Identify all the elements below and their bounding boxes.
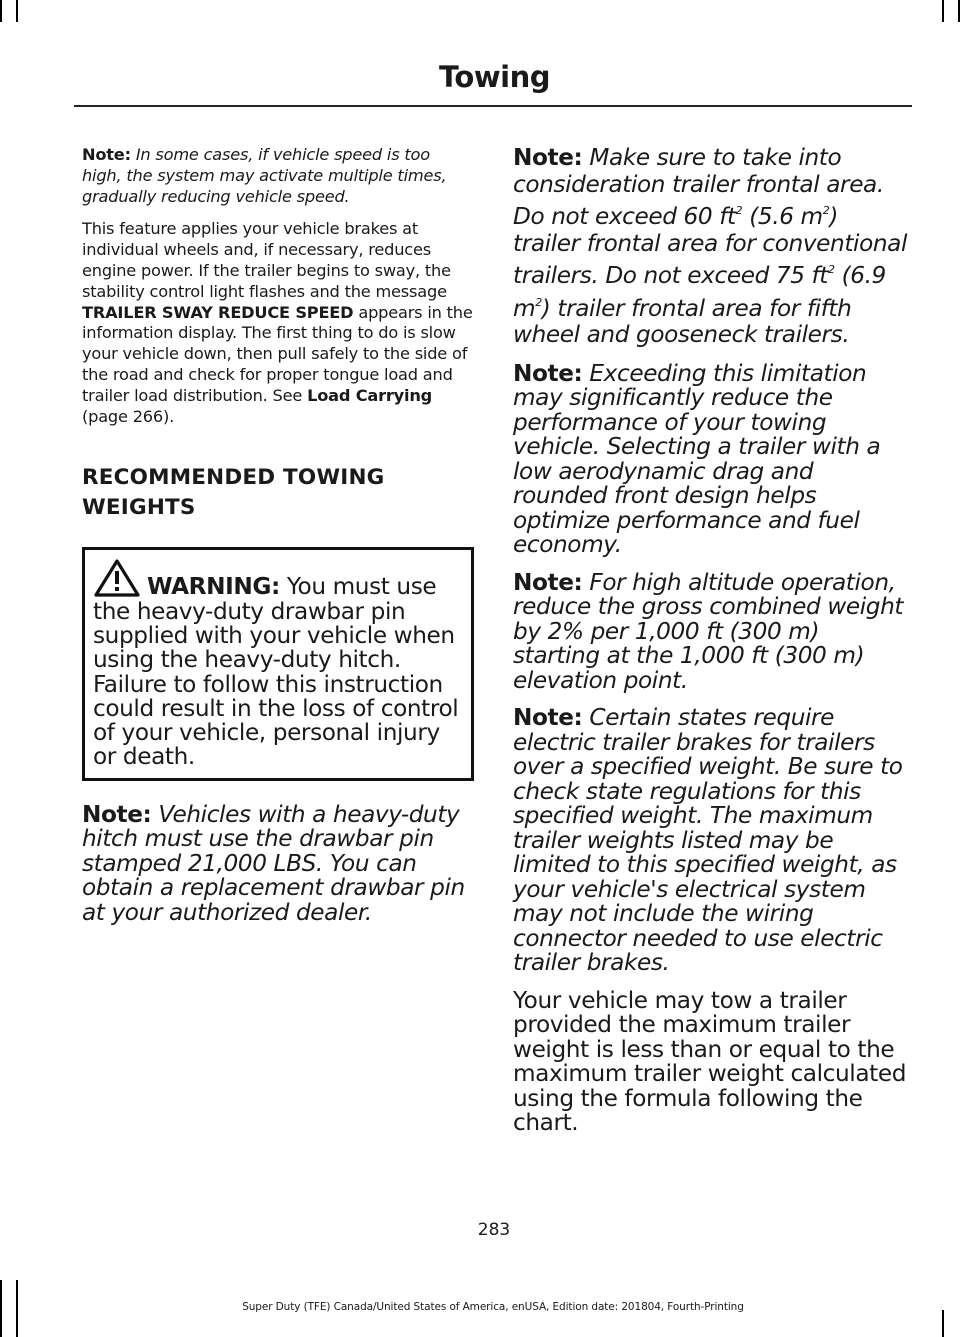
note-frontal-area: Note: Make sure to take into consideration trailer frontal area. Do not exceed 60 $ft^2$ (5.6 $m^2$) trailer frontal area for conventional trailers. Do not exceed 75 $ft^2$ (6.9 $m^2$) trailer frontal area for fifth wheel and gooseneck trailers. <box>513 144 908 348</box>
crop-mark <box>942 0 944 22</box>
warning-triangle-icon <box>93 558 141 598</box>
crop-mark <box>0 0 2 22</box>
note-high-altitude: Note: For high altitude operation, reduce the gross combined weight by 2% per 1,000 ft (300 m) starting at the 1,000 ft (300 m) elevation point. <box>513 568 904 694</box>
note-sway-activation: Note: In some cases, if vehicle speed is too high, the system may activate multiple times, gradually reducing vehicle speed. <box>82 145 447 206</box>
section-heading: RECOMMENDED TOWING WEIGHTS <box>82 465 385 521</box>
display-message: TRAILER SWAY REDUCE SPEED <box>82 302 354 322</box>
paragraph-trailer-sway: This feature applies your vehicle brakes at individual wheels and, if necessary, reduces engine power. If the trailer begins to sway, the stability control light flashes and the message TRAILER SWAY REDUCE SPEED appears in the information display. The first thing to do is slow your vehicle down, then pull safely to the side of the road and check for proper tongue load and trailer load distribution. See Load Carrying (page 266). <box>82 219 473 426</box>
right-column <box>513 145 911 1136</box>
left-column <box>82 145 474 925</box>
warning-text: You must use the heavy-duty drawbar pin supplied with your vehicle when using the heavy-duty hitch. Failure to follow this instruction could result in the loss of control of your vehicle, personal injury or death. <box>93 573 459 771</box>
load-carrying-link[interactable]: Load Carrying <box>307 385 433 405</box>
header-divider <box>74 105 912 107</box>
crop-mark <box>942 1310 944 1337</box>
warning-label: WARNING: <box>147 573 280 601</box>
page-number: 283 <box>477 1220 511 1240</box>
crop-mark <box>16 0 18 22</box>
warning-box <box>82 547 474 780</box>
note-drawbar-pin: Note: Vehicles with a heavy-duty hitch must use the drawbar pin stamped 21,000 LBS. You can obtain a replacement drawbar pin at your authorized dealer. <box>82 800 465 926</box>
paragraph-max-trailer-weight: Your vehicle may tow a trailer provided the maximum trailer weight is less than or equal to the maximum trailer weight calculated using the formula following the chart. <box>513 986 907 1136</box>
footer-edition: Super Duty (TFE) Canada/United States of America, enUSA, Edition date: 201804, Fourth-Printing <box>242 1301 744 1313</box>
note-aerodynamic-drag: Note: Exceeding this limitation may significantly reduce the performance of your towing vehicle. Selecting a trailer with a low aerodynamic drag and rounded front design helps optimize performance and fuel economy. <box>513 359 881 558</box>
page-header-title: Towing <box>439 60 550 94</box>
note-electric-brakes: Note: Certain states require electric trailer brakes for trailers over a specified weight. Be sure to check state regulations for this specified weight. The maximum trailer weights listed may be limited to this specified weight, as your vehicle's electrical system may not include the wiring connector needed to use electric trailer brakes. <box>513 704 903 976</box>
